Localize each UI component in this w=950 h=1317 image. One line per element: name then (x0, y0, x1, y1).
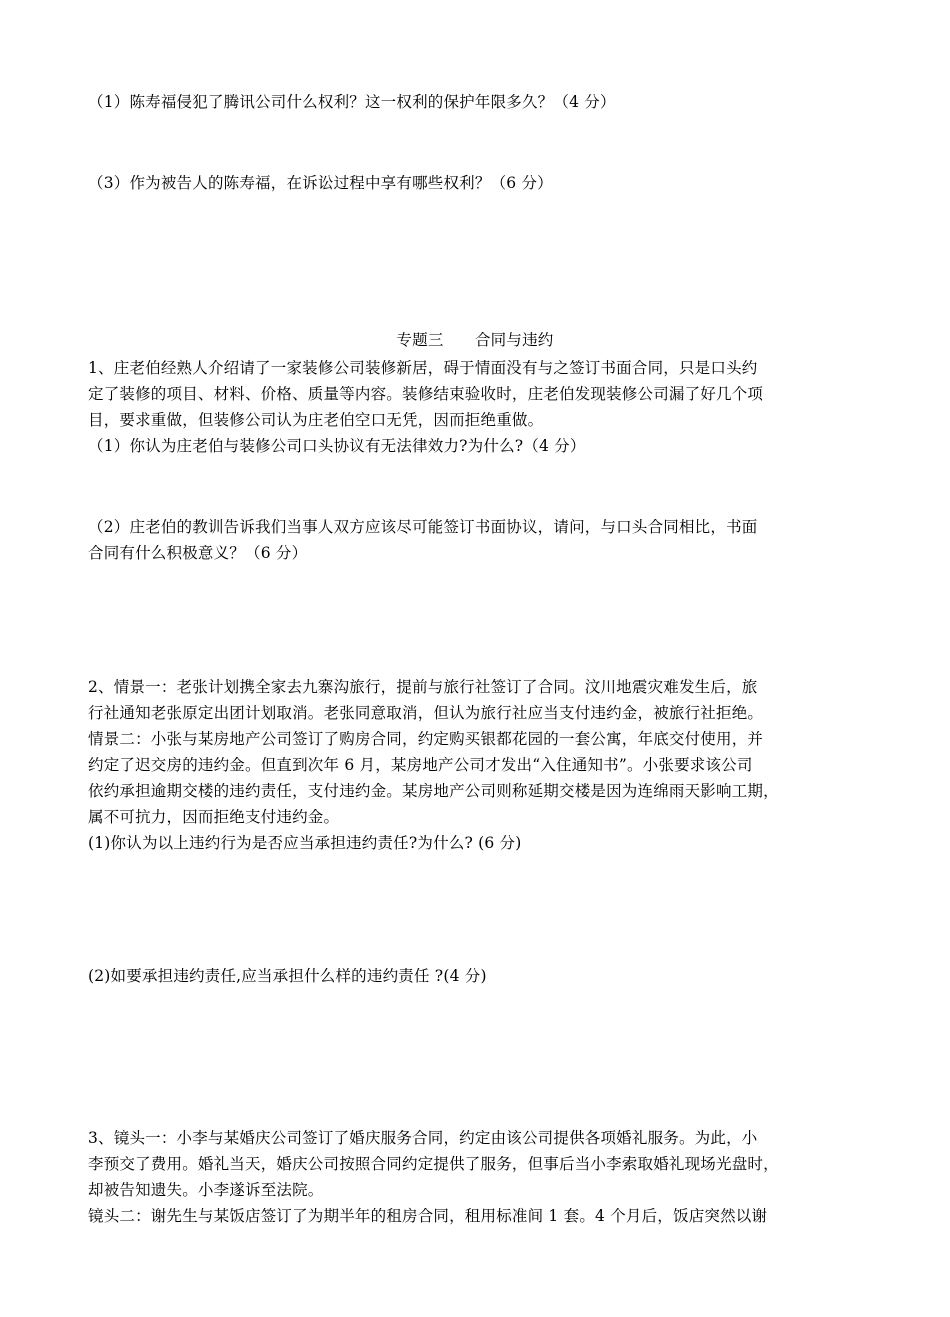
question-1: （1）陈寿福侵犯了腾讯公司什么权利？这一权利的保护年限多久？（4 分） (88, 93, 616, 111)
case-2-question-2: (2)如要承担违约责任,应当承担什么样的违约责任 ?(4 分) (88, 967, 487, 985)
case-3-line-3: 却被告知遗失。小李遂诉至法院。 (88, 1181, 324, 1199)
section-title: 专题三 合同与违约 (396, 331, 554, 349)
case-2-line-6: 属不可抗力，因而拒绝支付违约金。 (88, 808, 340, 826)
case-2-question-1: (1)你认为以上违约行为是否应当承担违约责任?为什么? (6 分) (88, 834, 522, 852)
question-3: （3）作为被告人的陈寿福，在诉讼过程中享有哪些权利？（6 分） (88, 174, 553, 192)
case-3-line-1: 3、镜头一：小李与某婚庆公司签订了婚庆服务合同，约定由该公司提供各项婚礼服务。为此，小 (88, 1129, 758, 1147)
case-2-line-3: 情景二：小张与某房地产公司签订了购房合同，约定购买银都花园的一套公寓，年底交付使用，并 (88, 730, 764, 748)
case-2-line-4: 约定了迟交房的违约金。但直到次年 6 月，某房地产公司才发出“入住通知书”。小张要求该公司 (88, 756, 753, 774)
case-1-question-2-line-2: 合同有什么积极意义？（6 分） (88, 544, 308, 562)
case-1-line-3: 目，要求重做，但装修公司认为庄老伯空口无凭，因而拒绝重做。 (88, 411, 544, 429)
case-2-line-2: 行社通知老张原定出团计划取消。老张同意取消，但认为旅行社应当支付违约金，被旅行社拒绝。 (88, 704, 764, 722)
case-2-line-5: 依约承担逾期交楼的违约责任，支付违约金。某房地产公司则称延期交楼是因为连绵雨天影响工期， (88, 782, 779, 800)
case-3-line-2: 李预交了费用。婚礼当天，婚庆公司按照合同约定提供了服务，但事后当小李索取婚礼现场光盘时， (88, 1155, 779, 1173)
case-2-line-1: 2、情景一：老张计划携全家去九寨沟旅行，提前与旅行社签订了合同。汶川地震灾难发生后，旅 (88, 678, 758, 696)
case-3-line-4: 镜头二：谢先生与某饭店签订了为期半年的租房合同，租用标准间 1 套。4 个月后，饭店突然以谢 (88, 1207, 768, 1225)
case-1-line-2: 定了装修的项目、材料、价格、质量等内容。装修结束验收时，庄老伯发现装修公司漏了好几个项 (88, 385, 764, 403)
case-1-question-2-line-1: （2）庄老伯的教训告诉我们当事人双方应该尽可能签订书面协议，请问，与口头合同相比，书面 (88, 518, 758, 536)
case-1-line-1: 1、庄老伯经熟人介绍请了一家装修公司装修新居，碍于情面没有与之签订书面合同，只是口头约 (88, 359, 758, 377)
case-1-question-1: （1）你认为庄老伯与装修公司口头协议有无法律效力?为什么?（4 分） (88, 437, 586, 455)
